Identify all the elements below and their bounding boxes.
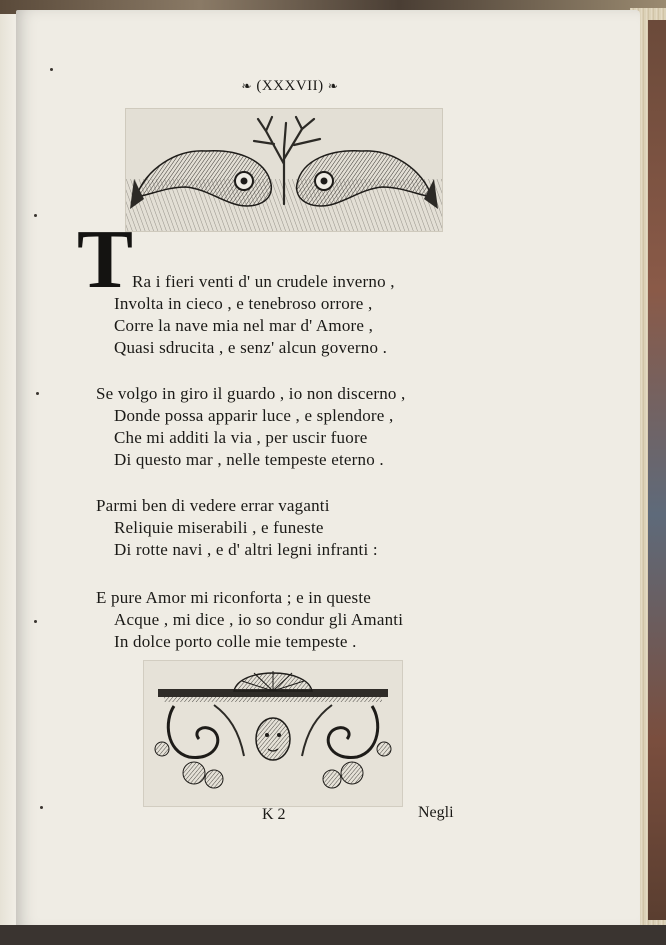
paper-speck	[40, 806, 43, 809]
dolphin-engraving	[125, 108, 443, 232]
paper-speck	[50, 68, 53, 71]
poem-line: Quasi sdrucita , e senz' alcun governo .	[114, 338, 388, 357]
poem-line: Se volgo in giro il guardo , io non discerno ,	[96, 384, 406, 403]
poem-line: Ra i fieri venti d' un crudele inverno ,	[132, 272, 395, 291]
cartouche-engraving	[143, 660, 403, 807]
catchword: Negli	[418, 804, 454, 821]
poem-line: In dolce porto colle mie tempeste .	[114, 632, 357, 651]
poem-line: E pure Amor mi riconforta ; e in queste	[96, 588, 372, 607]
poem-line: Di questo mar , nelle tempeste eterno .	[114, 450, 384, 469]
paper-speck	[36, 392, 39, 395]
page-header	[200, 78, 380, 95]
poem-line: Donde possa apparir luce , e splendore ,	[114, 406, 394, 425]
paper-speck	[34, 620, 37, 623]
header-ornament-left: ❧	[241, 79, 253, 93]
background-bottom	[0, 925, 666, 945]
poem-line: Che mi additi la via , per uscir fuore	[114, 428, 368, 447]
book-cover-edge	[648, 20, 666, 920]
header-ornament-right: ❧	[327, 79, 339, 93]
poem-line: Corre la nave mia nel mar d' Amore ,	[114, 316, 374, 335]
page-number-roman: (XXXVII)	[256, 78, 324, 94]
poem-line: Acque , mi dice , io so condur gli Amanti	[114, 610, 404, 629]
poem-line: Involta in cieco , e tenebroso orrore ,	[114, 294, 373, 313]
paper-speck	[34, 214, 37, 217]
drop-cap-letter: T	[77, 213, 134, 306]
signature-mark: K 2	[262, 806, 286, 823]
poem-line: Di rotte navi , e d' altri legni infranti :	[114, 540, 378, 559]
poem-line: Reliquie miserabili , e funeste	[114, 518, 324, 537]
poem-line: Parmi ben di vedere errar vaganti	[96, 496, 330, 515]
